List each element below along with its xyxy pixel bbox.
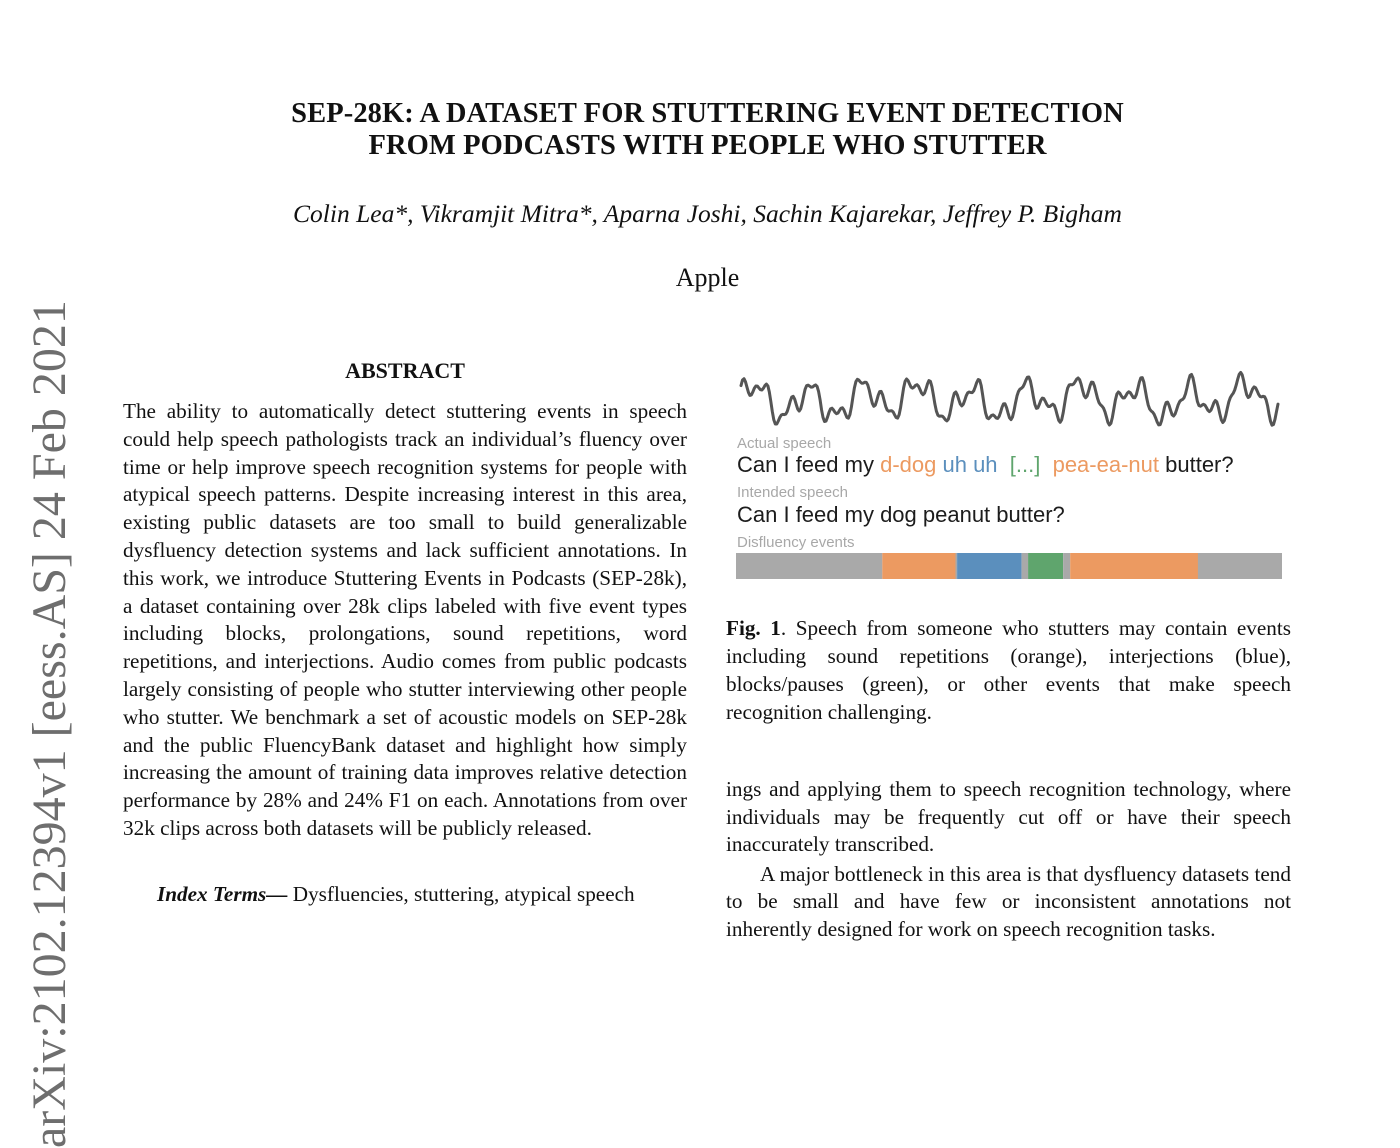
abstract-heading: ABSTRACT <box>345 358 465 383</box>
abstract-text: The ability to automatically detect stuttering events in speech could help speech pathologists track an individual’s fluency over time or help improve speech recognition systems for people with atypical speech patterns. Despite increasing interest in this area, existing public datasets are too small to build generalizable dysfluency detection systems and lack sufficient annotations. In this work, we introduce Stuttering Events in Podcasts (SEP-28k), a dataset containing over 28k clips labeled with five event types including blocks, prolongations, sound repetitions, word repetitions, and interjections. Audio comes from public podcasts largely consisting of people who stutter interviewing other people who stutter. We benchmark a set of acoustic models on SEP-28k and the public FluencyBank dataset and highlight how simply increasing the amount of training data improves relative detection performance by 28% and 24% F1 on each. Annotations from over 32k clips across both datasets will be publicly released. <box>123 399 687 840</box>
event-segment-none <box>956 553 958 579</box>
event-segment-sound-repetition <box>882 553 955 579</box>
actual-word-interjection: uh uh <box>942 452 998 477</box>
intended-speech-sentence: Can I feed my dog peanut butter? <box>737 502 1065 527</box>
event-segment-none <box>1063 553 1070 579</box>
event-segment-interjection <box>957 553 1021 579</box>
body-paragraph: A major bottleneck in this area is that dysfluency datasets tend to be small and have few or inconsistent annotations not inherently designed for work on speech recognition tasks. <box>726 861 1291 941</box>
paper-title <box>200 98 1215 162</box>
title-line-2: FROM PODCASTS WITH PEOPLE WHO STUTTER <box>368 130 1047 161</box>
index-terms <box>123 880 687 908</box>
actual-word-prolongation: pea-ea-nut <box>1052 452 1159 477</box>
event-segment-none <box>736 553 882 579</box>
figure-1 <box>726 356 1292 588</box>
caption-text: . Speech from someone who stutters may contain events including sound repetitions (orange), interjections (blue), blocks/pauses (green), or other events that make speech recognition challenging. <box>726 616 1291 724</box>
disfluency-events-bar <box>736 553 1282 579</box>
title-line-1: SEP-28K: A DATASET FOR STUTTERING EVENT DETECTION <box>291 98 1124 129</box>
actual-speech-sentence <box>737 452 1234 478</box>
index-terms-text: Dysfluencies, stuttering, atypical speech <box>287 882 635 906</box>
actual-speech-label: Actual speech <box>737 435 832 452</box>
event-segment-sound-repetition <box>1070 553 1198 579</box>
author-list: Colin Lea*, Vikramjit Mitra*, Aparna Joshi, Sachin Kajarekar, Jeffrey P. Bigham <box>293 199 1122 228</box>
event-segment-none <box>1198 553 1282 579</box>
body-text <box>726 776 1291 944</box>
event-segment-none <box>1022 553 1029 579</box>
disfluency-events-label: Disfluency events <box>737 534 855 551</box>
arxiv-identifier: arXiv:2102.12394v1 [eess.AS] 24 Feb 2021 <box>23 300 76 1148</box>
affiliation: Apple <box>675 263 740 292</box>
speech-waveform <box>726 356 1292 446</box>
actual-word-block: [...] <box>1009 452 1041 477</box>
intended-speech-label: Intended speech <box>737 484 848 501</box>
waveform-line <box>741 372 1278 425</box>
actual-word-sound-repetition: d-dog <box>880 452 937 477</box>
figure-label: Fig. 1 <box>726 616 781 640</box>
figure-caption <box>726 614 1291 726</box>
actual-word-fluent: Can I feed my <box>737 452 874 477</box>
actual-word-fluent-end: butter? <box>1165 452 1234 477</box>
event-segment-block <box>1028 553 1063 579</box>
body-paragraph: ings and applying them to speech recognition technology, where individuals may be frequently cut off or have their speech inaccurately transcribed. <box>726 777 1291 857</box>
index-terms-label: Index Terms— <box>157 882 288 906</box>
